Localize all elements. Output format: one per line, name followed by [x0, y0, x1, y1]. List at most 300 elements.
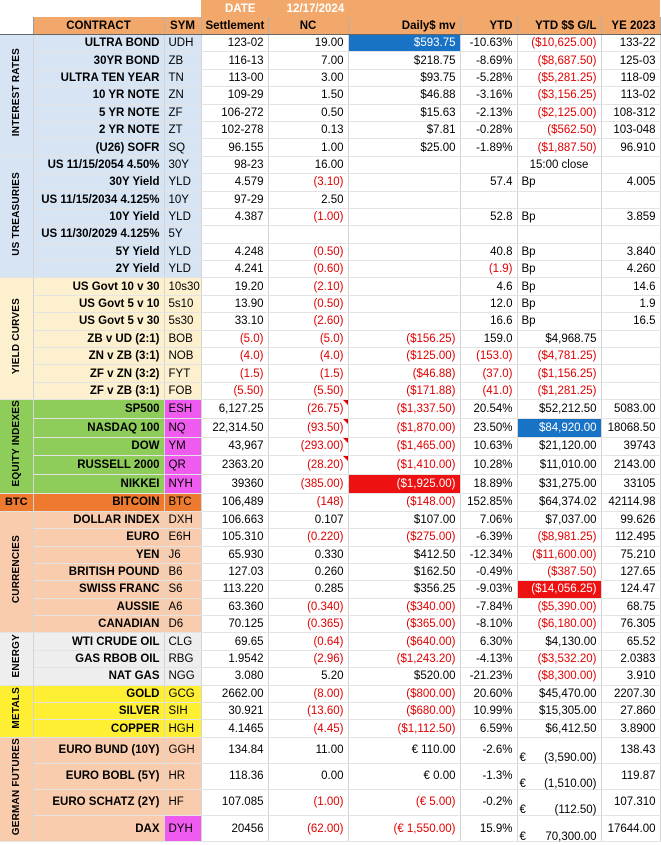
settlement-value: 113.220	[201, 581, 268, 598]
daily-mv-value	[348, 243, 460, 260]
ytd-gl-value: ($8,981.25)	[517, 529, 601, 546]
net-change-value: (0.50)	[268, 243, 348, 260]
settlement-value: 107.085	[201, 789, 268, 815]
contract-name: US 11/15/2034 4.125%	[33, 191, 164, 208]
contract-name: US 11/15/2054 4.50%	[33, 156, 164, 173]
table-row[interactable]	[0, 400, 660, 419]
contract-name: WTI CRUDE OIL	[33, 633, 164, 650]
settlement-value: 113-00	[201, 69, 268, 86]
ye-2023-value: 96.910	[601, 139, 660, 156]
settlement-value: 106.663	[201, 511, 268, 528]
ytd-gl-value: ($14,056.25)	[517, 581, 601, 598]
col-contract[interactable]: CONTRACT	[33, 17, 164, 35]
net-change-value: 0.330	[268, 546, 348, 563]
section-label-interest_rates	[0, 35, 33, 157]
contract-symbol: CLG	[164, 633, 201, 650]
daily-mv-value	[348, 295, 460, 312]
ytd-gl-value: $31,275.00	[517, 475, 601, 494]
settlement-value: 1.9542	[201, 650, 268, 667]
col-settlement[interactable]: Settlement	[201, 17, 268, 35]
ytd-value: 6.30%	[460, 633, 517, 650]
contract-symbol: ZN	[164, 87, 201, 104]
date-row	[0, 0, 660, 17]
ye-2023-value: 2.0383	[601, 650, 660, 667]
table-row[interactable]	[0, 616, 660, 633]
table-row[interactable]	[0, 313, 660, 330]
table-row[interactable]	[0, 633, 660, 650]
table-row[interactable]	[0, 737, 660, 763]
contract-symbol: 30Y	[164, 156, 201, 173]
table-row[interactable]	[0, 87, 660, 104]
ytd-gl-value: ($10,625.00)	[517, 35, 601, 52]
net-change-value: (4.45)	[268, 720, 348, 737]
ytd-gl-value: ($2,125.00)	[517, 104, 601, 121]
table-row[interactable]	[0, 104, 660, 121]
ytd-gl-value: $6,412.50	[517, 720, 601, 737]
contract-symbol: B6	[164, 563, 201, 580]
ytd-value: 10.63%	[460, 437, 517, 456]
ytd-value: -12.34%	[460, 546, 517, 563]
ytd-value: -8.69%	[460, 52, 517, 69]
ytd-value: 7.06%	[460, 511, 517, 528]
ytd-value	[460, 226, 517, 243]
col-sym[interactable]: SYM	[164, 17, 201, 35]
contract-name: SILVER	[33, 703, 164, 720]
daily-mv-value: ($1,112.50)	[348, 720, 460, 737]
contract-name: 2 YR NOTE	[33, 121, 164, 138]
contract-name: DOLLAR INDEX	[33, 511, 164, 528]
ytd-value: -10.63%	[460, 35, 517, 52]
ye-2023-value: 2143.00	[601, 456, 660, 475]
ytd-unit: Bp	[517, 313, 601, 330]
ytd-gl-amount: (1,510.00)	[544, 778, 597, 791]
ye-2023-value: 119.87	[601, 763, 660, 789]
settlement-value: 102-278	[201, 121, 268, 138]
table-row[interactable]	[0, 121, 660, 138]
ytd-value: (1.9)	[460, 261, 517, 278]
contract-name: US Govt 5 v 30	[33, 313, 164, 330]
contract-name: EURO SCHATZ (2Y)	[33, 789, 164, 815]
ye-2023-value: 68.75	[601, 598, 660, 615]
table-row[interactable]	[0, 295, 660, 312]
table-row[interactable]	[0, 69, 660, 86]
daily-mv-value	[348, 261, 460, 278]
contract-name: AUSSIE	[33, 598, 164, 615]
table-row[interactable]	[0, 382, 660, 399]
ytd-gl-value: ($8,687.50)	[517, 52, 601, 69]
table-row[interactable]	[0, 529, 660, 546]
contract-symbol: NQ	[164, 418, 201, 437]
settlement-value: 19.20	[201, 278, 268, 295]
net-change-value: 1.50	[268, 87, 348, 104]
contract-symbol: YLD	[164, 243, 201, 260]
ytd-gl-value: $11,010.00	[517, 456, 601, 475]
contract-name: COPPER	[33, 720, 164, 737]
ytd-unit: Bp	[517, 174, 601, 191]
table-row[interactable]	[0, 139, 660, 156]
section-label-text: US TREASURIES	[10, 172, 22, 256]
ye-2023-value: 65.52	[601, 633, 660, 650]
ye-2023-value: 118-09	[601, 69, 660, 86]
ye-2023-value: 3.859	[601, 208, 660, 225]
section-label-text: GERMAN FUTURES	[10, 737, 22, 836]
net-change-value-text: (28.20)	[307, 459, 344, 472]
section-label-futures	[0, 737, 33, 841]
comment-marker[interactable]	[343, 456, 348, 461]
settlement-value: 4.387	[201, 208, 268, 225]
contract-name: RUSSELL 2000	[33, 456, 164, 475]
contract-symbol: 5Y	[164, 226, 201, 243]
ytd-gl-value: ($5,281.25)	[517, 69, 601, 86]
net-change-value: (0.64)	[268, 633, 348, 650]
net-change-value: (5.0)	[268, 330, 348, 347]
table-row[interactable]	[0, 546, 660, 563]
close-note: 15:00 close	[517, 156, 601, 173]
contract-name: ZF v ZB (3:1)	[33, 382, 164, 399]
settlement-value: (5.50)	[201, 382, 268, 399]
ytd-value: 12.0	[460, 295, 517, 312]
table-row[interactable]	[0, 563, 660, 580]
settlement-value: 13.90	[201, 295, 268, 312]
contract-name: EURO	[33, 529, 164, 546]
contract-name: ZF v ZN (3:2)	[33, 365, 164, 382]
table-row[interactable]	[0, 278, 660, 295]
ye-2023-value: 75.210	[601, 546, 660, 563]
contract-name: 5Y Yield	[33, 243, 164, 260]
ye-2023-value: 14.6	[601, 278, 660, 295]
contract-name: ZN v ZB (3:1)	[33, 348, 164, 365]
contract-name: SWISS FRANC	[33, 581, 164, 598]
ytd-value	[460, 156, 517, 173]
table-row[interactable]	[0, 208, 660, 225]
table-row[interactable]	[0, 511, 660, 528]
net-change-value: 16.00	[268, 156, 348, 173]
ytd-value: (37.0)	[460, 365, 517, 382]
daily-mv-value: ($46.88)	[348, 365, 460, 382]
contract-symbol: 5s30	[164, 313, 201, 330]
ytd-gl-value: ($1,887.50)	[517, 139, 601, 156]
daily-mv-value: ($171.88)	[348, 382, 460, 399]
contract-name: NASDAQ 100	[33, 418, 164, 437]
currency-symbol: €	[519, 830, 526, 843]
ytd-value: 18.89%	[460, 475, 517, 494]
contract-name: BRITISH POUND	[33, 563, 164, 580]
contract-name: ZB v UD (2:1)	[33, 330, 164, 347]
settlement-value: 2363.20	[201, 456, 268, 475]
table-row[interactable]	[0, 668, 660, 685]
ytd-value: -0.2%	[460, 789, 517, 815]
table-row[interactable]	[0, 191, 660, 208]
ye-2023-value: 124.47	[601, 581, 660, 598]
daily-mv-value	[348, 278, 460, 295]
settlement-value: 105.310	[201, 529, 268, 546]
daily-mv-value: ($1,243.20)	[348, 650, 460, 667]
contract-name: US Govt 5 v 10	[33, 295, 164, 312]
ye-2023-value: 4.005	[601, 174, 660, 191]
table-row[interactable]	[0, 816, 660, 842]
ytd-unit: Bp	[517, 261, 601, 278]
contract-symbol: S6	[164, 581, 201, 598]
contract-symbol: ESH	[164, 400, 201, 419]
daily-mv-value: ($148.00)	[348, 493, 460, 511]
contract-symbol: 10s30	[164, 278, 201, 295]
table-row[interactable]	[0, 365, 660, 382]
net-change-value: (148)	[268, 493, 348, 511]
contract-name: CANADIAN	[33, 616, 164, 633]
table-row[interactable]	[0, 261, 660, 278]
comment-marker[interactable]	[343, 438, 348, 443]
col-nc[interactable]: NC	[268, 17, 348, 35]
settlement-value: 33.10	[201, 313, 268, 330]
ytd-gl-value: ($387.50)	[517, 563, 601, 580]
table-row[interactable]	[0, 52, 660, 69]
ytd-unit: Bp	[517, 208, 601, 225]
contract-symbol: QR	[164, 456, 201, 475]
col-ytd-gl[interactable]: YTD $$ G/L	[517, 17, 601, 35]
comment-marker[interactable]	[343, 419, 348, 424]
table-row[interactable]	[0, 226, 660, 243]
net-change-value: 7.00	[268, 52, 348, 69]
net-change-value: (0.340)	[268, 598, 348, 615]
ye-2023-value	[601, 156, 660, 173]
net-change-value: 0.50	[268, 104, 348, 121]
ytd-value: 52.8	[460, 208, 517, 225]
contract-symbol: GCG	[164, 685, 201, 702]
ytd-value: 15.9%	[460, 816, 517, 842]
daily-mv-value: $46.88	[348, 87, 460, 104]
table-row[interactable]	[0, 493, 660, 511]
ytd-value: 20.54%	[460, 400, 517, 419]
date-bar	[201, 0, 660, 17]
date-value: 12/17/2024	[286, 2, 345, 15]
table-row[interactable]	[0, 720, 660, 737]
section-label-text: EQUITY INDEXES	[10, 400, 22, 487]
ye-2023-value: 33105	[601, 475, 660, 494]
ye-2023-value: 112.495	[601, 529, 660, 546]
net-change-value: 0.285	[268, 581, 348, 598]
net-change-value: (4.0)	[268, 348, 348, 365]
daily-mv-value: $218.75	[348, 52, 460, 69]
ytd-gl-value: ($4,781.25)	[517, 348, 601, 365]
table-row[interactable]	[0, 581, 660, 598]
net-change-value: 19.00	[268, 35, 348, 52]
net-change-value: (62.00)	[268, 816, 348, 842]
net-change-value: (0.50)	[268, 295, 348, 312]
ye-2023-value	[601, 348, 660, 365]
net-change-value: (385.00)	[268, 475, 348, 494]
ytd-gl-value: ($8,300.00)	[517, 668, 601, 685]
ytd-value: 23.50%	[460, 418, 517, 437]
table-row[interactable]	[0, 156, 660, 173]
net-change-value: 3.00	[268, 69, 348, 86]
contract-symbol: D6	[164, 616, 201, 633]
ytd-gl-value	[517, 191, 601, 208]
comment-marker[interactable]	[343, 400, 348, 405]
section-label-equity	[0, 400, 33, 494]
daily-mv-value: ($1,337.50)	[348, 400, 460, 419]
settlement-value	[201, 226, 268, 243]
col-ye-2023[interactable]: YE 2023	[601, 17, 660, 35]
contract-name: SP500	[33, 400, 164, 419]
contract-name: EURO BOBL (5Y)	[33, 763, 164, 789]
ytd-gl-value: ($1,281.25)	[517, 382, 601, 399]
ytd-value: -1.89%	[460, 139, 517, 156]
contract-symbol: J6	[164, 546, 201, 563]
table-row[interactable]	[0, 418, 660, 437]
contract-name: DAX	[33, 816, 164, 842]
ytd-value: -0.49%	[460, 563, 517, 580]
table-row[interactable]	[0, 243, 660, 260]
table-row[interactable]	[0, 174, 660, 191]
contract-symbol: ZT	[164, 121, 201, 138]
settlement-value: 65.930	[201, 546, 268, 563]
daily-mv-value: $593.75	[348, 35, 460, 52]
contract-symbol: DXH	[164, 511, 201, 528]
table-row[interactable]	[0, 703, 660, 720]
table-row[interactable]	[0, 763, 660, 789]
settlement-value: 22,314.50	[201, 418, 268, 437]
net-change-value	[268, 418, 348, 437]
ytd-value: 16.6	[460, 313, 517, 330]
ye-2023-value: 133-22	[601, 35, 660, 52]
table-row[interactable]	[0, 35, 660, 52]
table-row[interactable]	[0, 437, 660, 456]
contract-symbol: E6H	[164, 529, 201, 546]
date-label: DATE	[225, 2, 256, 15]
col-ytd[interactable]: YTD	[460, 17, 517, 35]
ytd-value: -21.23%	[460, 668, 517, 685]
ye-2023-value: 113-02	[601, 87, 660, 104]
settlement-value: 118.36	[201, 763, 268, 789]
daily-mv-value: $15.63	[348, 104, 460, 121]
settlement-value: (5.0)	[201, 330, 268, 347]
ye-2023-value: 138.43	[601, 737, 660, 763]
ytd-value: 6.59%	[460, 720, 517, 737]
contract-name: GAS RBOB OIL	[33, 650, 164, 667]
ye-2023-value: 1.9	[601, 295, 660, 312]
net-change-value: 1.00	[268, 139, 348, 156]
contract-name: (U26) SOFR	[33, 139, 164, 156]
contract-symbol: ZF	[164, 104, 201, 121]
ytd-value: 57.4	[460, 174, 517, 191]
table-row[interactable]	[0, 456, 660, 475]
table-row[interactable]	[0, 789, 660, 815]
contract-symbol: 5s10	[164, 295, 201, 312]
ytd-value: -9.03%	[460, 581, 517, 598]
col-daily-mv[interactable]: Daily$ mv	[348, 17, 460, 35]
ytd-gl-value	[517, 816, 601, 842]
table-row[interactable]	[0, 475, 660, 494]
ytd-value: -4.13%	[460, 650, 517, 667]
settlement-value: 3.080	[201, 668, 268, 685]
ytd-value: -8.10%	[460, 616, 517, 633]
net-change-value: (2.10)	[268, 278, 348, 295]
ye-2023-value: 16.5	[601, 313, 660, 330]
settlement-value: 20456	[201, 816, 268, 842]
contract-symbol: GGH	[164, 737, 201, 763]
ytd-value: 20.60%	[460, 685, 517, 702]
section-label-text: BTC	[4, 495, 28, 508]
daily-mv-value: ($1,465.00)	[348, 437, 460, 456]
ytd-value: -7.84%	[460, 598, 517, 615]
ytd-gl-value: $15,305.00	[517, 703, 601, 720]
ye-2023-value: 3.910	[601, 668, 660, 685]
contract-symbol: SQ	[164, 139, 201, 156]
contract-symbol: FOB	[164, 382, 201, 399]
ye-2023-value: 103-048	[601, 121, 660, 138]
settlement-value: 4.1465	[201, 720, 268, 737]
settlement-value: (1.5)	[201, 365, 268, 382]
contract-name: 10 YR NOTE	[33, 87, 164, 104]
daily-mv-value: ($365.00)	[348, 616, 460, 633]
ytd-value: 152.85%	[460, 493, 517, 511]
ytd-gl-value: ($11,600.00)	[517, 546, 601, 563]
net-change-value: (13.60)	[268, 703, 348, 720]
ytd-gl-value: $21,120.00	[517, 437, 601, 456]
contract-name: 2Y Yield	[33, 261, 164, 278]
contract-name: YEN	[33, 546, 164, 563]
ye-2023-value: 99.626	[601, 511, 660, 528]
daily-mv-value: ($275.00)	[348, 529, 460, 546]
contract-symbol: BOB	[164, 330, 201, 347]
contract-symbol: YLD	[164, 261, 201, 278]
daily-mv-value: ($680.00)	[348, 703, 460, 720]
table-row[interactable]	[0, 685, 660, 702]
settlement-value: 116-13	[201, 52, 268, 69]
contract-name: ULTRA BOND	[33, 35, 164, 52]
ytd-value: -1.3%	[460, 763, 517, 789]
contract-symbol: UDH	[164, 35, 201, 52]
contract-symbol: HF	[164, 789, 201, 815]
net-change-value: (1.00)	[268, 789, 348, 815]
contract-symbol: YM	[164, 437, 201, 456]
daily-mv-value: € 110.00	[348, 737, 460, 763]
table-row[interactable]	[0, 348, 660, 365]
ytd-gl-value: $52,212.50	[517, 400, 601, 419]
ye-2023-value: 2207.30	[601, 685, 660, 702]
column-header-row	[0, 17, 660, 35]
table-row[interactable]	[0, 650, 660, 667]
daily-mv-value: $93.75	[348, 69, 460, 86]
net-change-value: (1.5)	[268, 365, 348, 382]
daily-mv-value: $107.00	[348, 511, 460, 528]
net-change-value: (2.96)	[268, 650, 348, 667]
contract-name: ULTRA TEN YEAR	[33, 69, 164, 86]
ye-2023-value: 76.305	[601, 616, 660, 633]
net-change-value	[268, 456, 348, 475]
ytd-value: -0.28%	[460, 121, 517, 138]
contract-symbol: ZB	[164, 52, 201, 69]
ye-2023-value: 4.260	[601, 261, 660, 278]
daily-mv-value: ($156.25)	[348, 330, 460, 347]
ytd-value: -3.16%	[460, 87, 517, 104]
section-label-text: CURRENCIES	[10, 535, 22, 604]
settlement-value: 134.84	[201, 737, 268, 763]
settlement-value: 70.125	[201, 616, 268, 633]
ytd-value: (153.0)	[460, 348, 517, 365]
contract-symbol: A6	[164, 598, 201, 615]
ytd-gl-value	[517, 763, 601, 789]
settlement-value: 2662.00	[201, 685, 268, 702]
currency-symbol: €	[519, 752, 526, 765]
contract-symbol: DYH	[164, 816, 201, 842]
ye-2023-value: 107.310	[601, 789, 660, 815]
table-row[interactable]	[0, 330, 660, 347]
ytd-gl-value: $84,920.00	[517, 418, 601, 437]
daily-mv-value	[348, 174, 460, 191]
table-row[interactable]	[0, 598, 660, 615]
daily-mv-value: ($1,925.00)	[348, 475, 460, 494]
